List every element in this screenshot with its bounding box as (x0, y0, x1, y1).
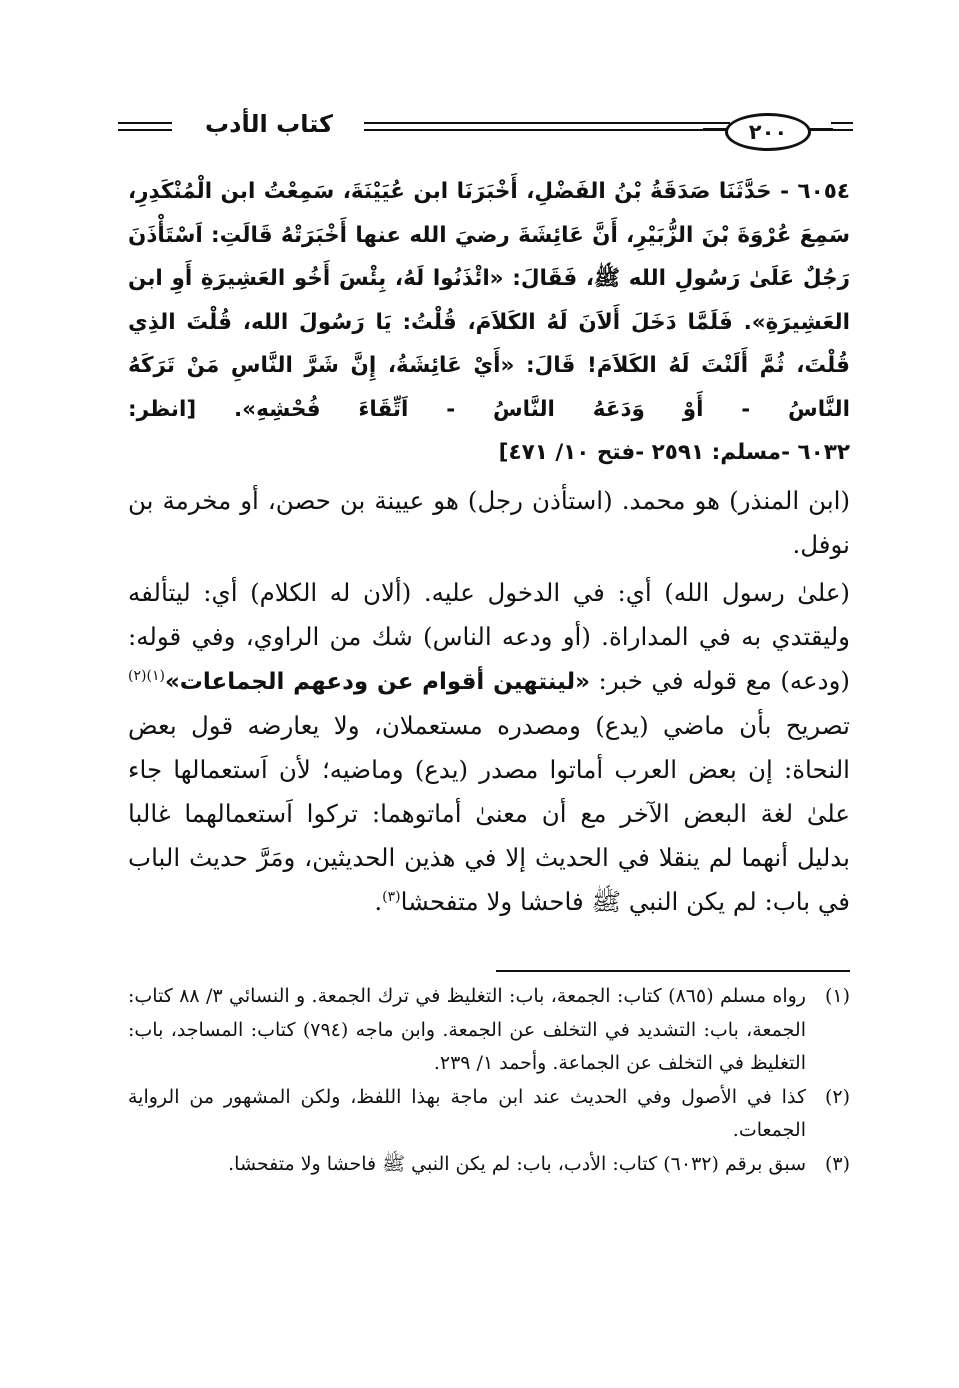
footnote-ref-1-2[interactable]: (١)(٢) (128, 667, 165, 684)
hadith-body: ٦٠٥٤ - حَدَّثَنَا صَدَقَةُ بْنُ الفَضْلِ، أَخْبَرَنَا ابن عُيَيْنَةَ، سَمِعْتُ ابن الْمُنْكَدِرِ، سَمِعَ عُرْوَةَ بْنَ الزُّبَيْرِ، أَنَّ عَائِشَةَ رضيَ الله عنها أَخْبَرَتْهُ قَالَتِ: اَسْتَأْذَنَ رَجُلٌ عَلَىٰ رَسُولِ الله ﷺ، فَقَالَ: «ائْذَنُوا لَهُ، بِئْسَ أَخُو العَشِيرَةِ أَوِ ابن العَشِيرَةِ». فَلَمَّا دَخَلَ أَلاَنَ لَهُ الكَلاَمَ، قُلْتُ: يَا رَسُولَ الله، قُلْتَ الذِي قُلْتَ، ثُمَّ أَلَنْتَ لَهُ الكَلاَمَ! قَالَ: «أَيْ عَائِشَةُ، إِنَّ شَرَّ النَّاسِ مَنْ تَرَكَهُ النَّاسُ - أَوْ وَدَعَهُ النَّاسُ - اَتِّقَاءَ فُحْشِهِ». [انظر: (128, 179, 850, 422)
footnote-text: رواه مسلم (٨٦٥) كتاب: الجمعة، باب: التغليظ في ترك الجمعة. و النسائي ٣/ ٨٨ كتاب: الجمعة، باب: التشديد في التخلف عن الجمعة. وابن ماجه (٧٩٤) كتاب: المساجد، باب: التغليظ في التخلف عن الجماعة. وأحمد ١/ ٢٣٩. (128, 985, 806, 1074)
commentary-paragraph-1: (ابن المنذر) هو محمد. (استأذن رجل) هو عيينة بن حصن، أو مخرمة بن نوفل. (128, 485, 850, 559)
footnote-2 (128, 1081, 850, 1148)
footnote-text: كذا في الأصول وفي الحديث عند ابن ماجة بهذا اللفظ، ولكن المشهور من الرواية الجمعات. (128, 1085, 806, 1141)
commentary-paragraph-2 (128, 571, 850, 924)
footnote-1 (128, 980, 850, 1081)
footnote-separator (496, 970, 850, 972)
page-header (118, 108, 853, 156)
header-rule-left-top (118, 122, 172, 124)
page-number: ٢٠٠ (748, 120, 788, 144)
commentary-p2-mid: تصريح بأن ماضي (يدع) ومصدره مستعملان، ولا يعارضه قول بعض النحاة: إن بعض العرب أماتوا مصدر (يدع) وماضيه؛ لأن اَستعمالها جاء علىٰ لغة البعض الآخر مع أن معنىٰ أماتوهما: تركوا اَستعمالهما غالبا بدليل أنهما لم ينقلا في الحديث إلا في هذين الحديثين، ومَرَّ حديث الباب في باب: لم يكن النبي ﷺ فاحشا ولا متفحشا (128, 710, 850, 916)
header-rule-middle-bottom (364, 129, 730, 131)
footnote-number: (٣) (824, 1152, 850, 1175)
hadith-text (128, 170, 850, 475)
footnote-3 (128, 1148, 850, 1182)
footnote-text: سبق برقم (٦٠٣٢) كتاب: الأدب، باب: لم يكن النبي ﷺ فاحشا ولا متفحشا. (228, 1152, 806, 1175)
header-rule-middle-top (364, 122, 730, 124)
hadith-reference: ٦٠٣٢ -مسلم: ٢٥٩١ -فتح ١٠/ ٤٧١] (498, 440, 850, 465)
main-content (128, 170, 850, 924)
page-number-badge (725, 113, 811, 151)
book-title: كتاب الأدب (205, 110, 333, 138)
footnotes (128, 980, 850, 1181)
footnote-ref-3[interactable]: (٣) (382, 888, 401, 905)
commentary-p2-end: . (374, 886, 383, 916)
header-rule-right-top (831, 122, 853, 124)
footnote-number: (١) (824, 985, 850, 1007)
commentary-p2-start: (علىٰ رسول الله) أي: في الدخول عليه. (ألان له الكلام) أي: ليتألفه وليقتدي به في المداراة. (أو ودعه الناس) شك من الراوي، وفي قوله: (ودعه) مع قوله في خبر: (128, 577, 850, 695)
header-rule-left-bottom (118, 129, 172, 131)
quoted-hadith: «لينتهين أقوام عن ودعهم الجماعات» (164, 668, 590, 695)
footnote-number: (٢) (824, 1085, 850, 1108)
header-rule-right-bottom (831, 129, 853, 131)
